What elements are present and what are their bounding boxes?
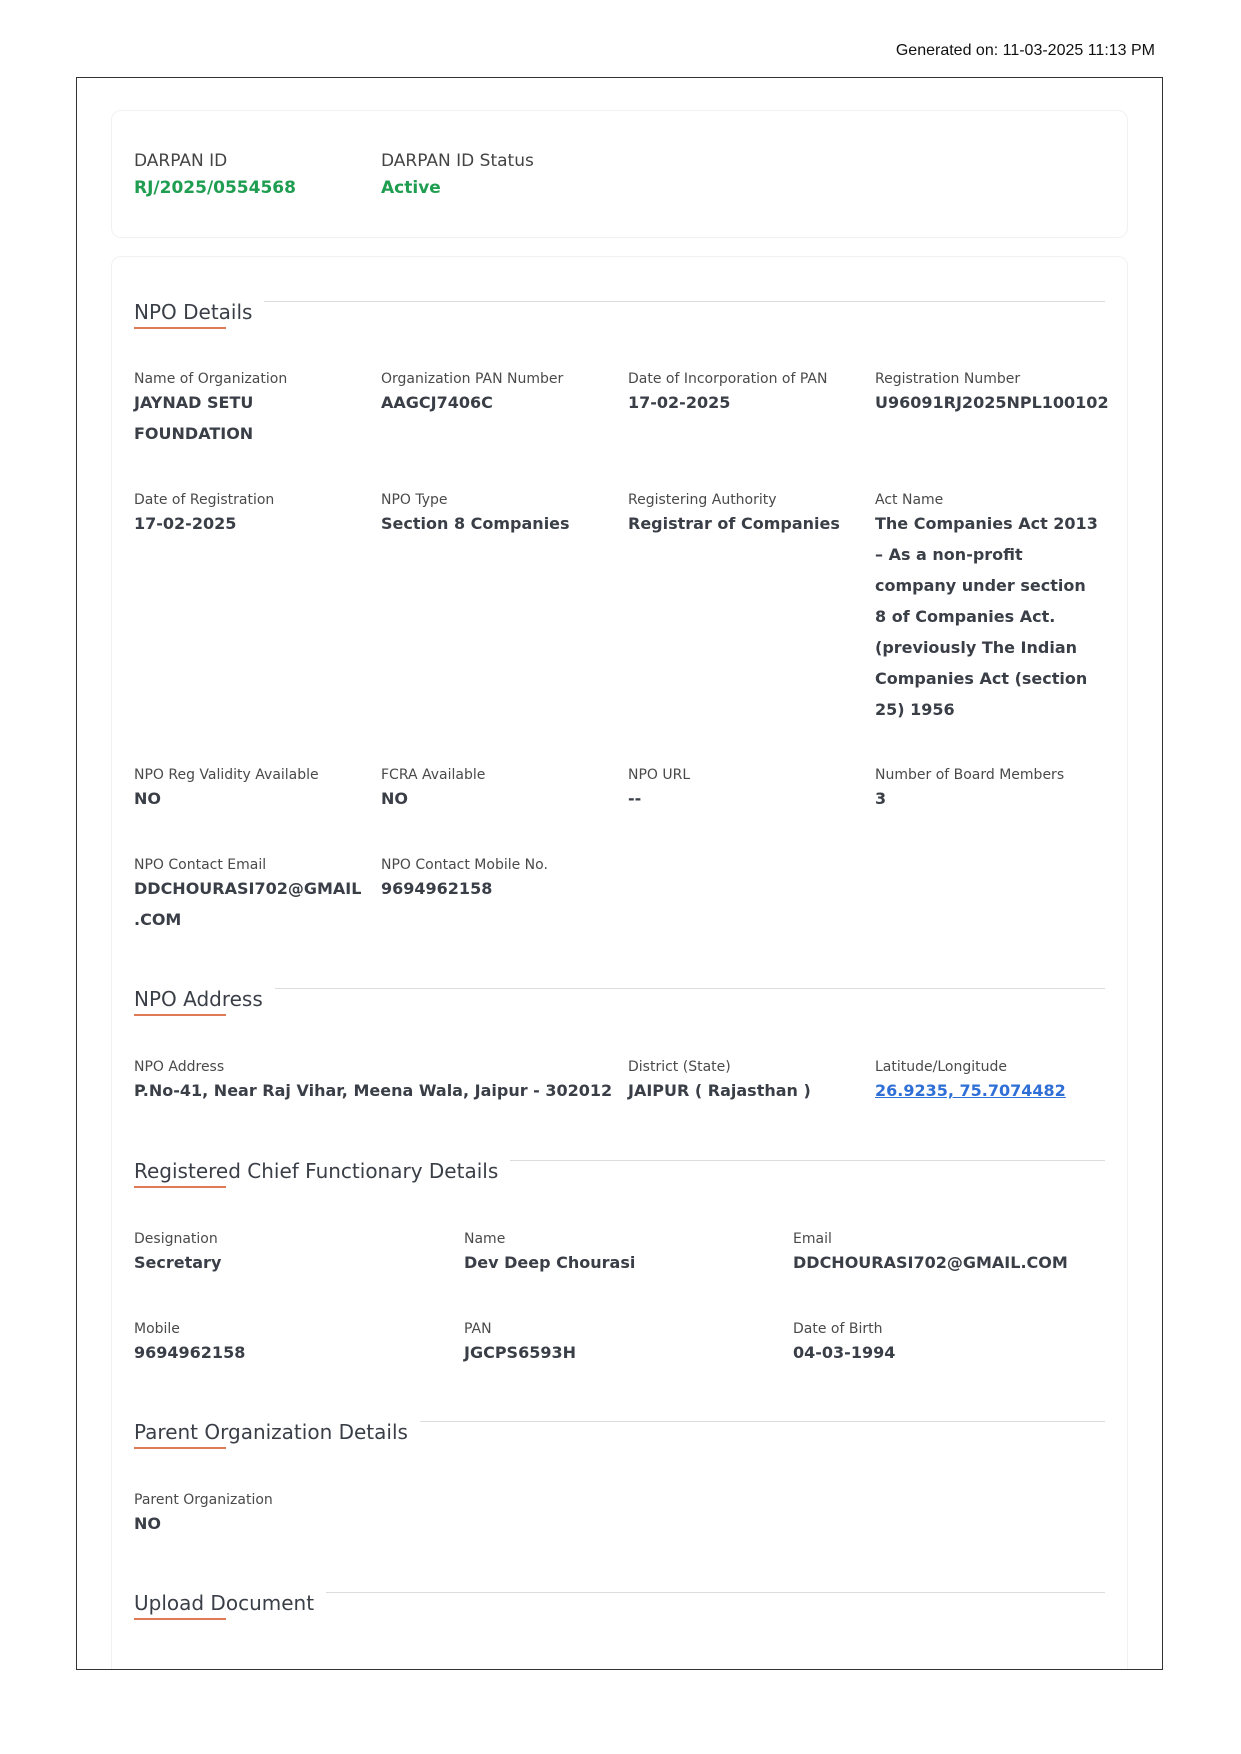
act-name-line: The Companies Act 2013 (875, 514, 1098, 533)
npo-url-value: -- (628, 789, 642, 808)
pan-date-value: 17-02-2025 (628, 393, 731, 412)
act-name-line: company under section (875, 576, 1086, 595)
cf-mobile-value: 9694962158 (134, 1343, 246, 1362)
reg-number-label: Registration Number (875, 371, 1021, 387)
district-label: District (State) (628, 1059, 731, 1075)
latlng-label: Latitude/Longitude (875, 1059, 1007, 1075)
contact-mobile-label: NPO Contact Mobile No. (381, 857, 548, 873)
cf-mobile-label: Mobile (134, 1321, 180, 1337)
section-title: NPO Details (134, 300, 264, 324)
npo-url-label: NPO URL (628, 767, 691, 783)
authority-value: Registrar of Companies (628, 514, 840, 533)
parent-org-section-header (134, 1420, 1105, 1450)
address-value: P.No-41, Near Raj Vihar, Meena Wala, Jaipur - 302012 (134, 1081, 613, 1100)
act-name-line: (previously The Indian (875, 638, 1078, 657)
latlng-link[interactable]: 26.9235, 75.7074482 (875, 1081, 1066, 1100)
org-pan-value: AAGCJ7406C (381, 393, 493, 412)
cf-pan-label: PAN (464, 1321, 492, 1337)
org-name-line1: JAYNAD SETU (134, 393, 254, 412)
npo-address-section-header (134, 987, 1105, 1017)
authority-label: Registering Authority (628, 492, 777, 508)
npo-type-label: NPO Type (381, 492, 448, 508)
contact-mobile-value: 9694962158 (381, 879, 493, 898)
district-value: JAIPUR ( Rajasthan ) (628, 1081, 811, 1100)
section-title: Upload Document (134, 1591, 326, 1615)
darpan-card (111, 110, 1128, 238)
reg-number-value: U96091RJ2025NPL100102 (875, 393, 1109, 412)
npo-type-value: Section 8 Companies (381, 514, 570, 533)
fcra-label: FCRA Available (381, 767, 486, 783)
cf-email-value: DDCHOURASI702@GMAIL.COM (793, 1253, 1068, 1272)
org-name-label: Name of Organization (134, 371, 288, 387)
org-pan-label: Organization PAN Number (381, 371, 564, 387)
designation-label: Designation (134, 1231, 218, 1247)
validity-value: NO (134, 789, 161, 808)
cf-name-label: Name (464, 1231, 506, 1247)
org-name-line2: FOUNDATION (134, 424, 254, 443)
darpan-id-value: RJ/2025/0554568 (134, 178, 296, 198)
cf-name-value: Dev Deep Chourasi (464, 1253, 636, 1272)
cf-pan-value: JGCPS6593H (464, 1343, 576, 1362)
act-name-line: 8 of Companies Act. (875, 607, 1056, 626)
cf-dob-label: Date of Birth (793, 1321, 883, 1337)
validity-label: NPO Reg Validity Available (134, 767, 319, 783)
board-members-value: 3 (875, 789, 887, 808)
contact-email-line1: DDCHOURASI702@GMAIL (134, 879, 362, 898)
generated-timestamp: Generated on: 11-03-2025 11:13 PM (895, 42, 1155, 59)
section-title: Parent Organization Details (134, 1420, 420, 1444)
contact-email-label: NPO Contact Email (134, 857, 267, 873)
cf-dob-value: 04-03-1994 (793, 1343, 896, 1362)
main-card (111, 256, 1128, 1670)
act-name-line: – As a non-profit (875, 545, 1023, 564)
reg-date-value: 17-02-2025 (134, 514, 237, 533)
fcra-value: NO (381, 789, 408, 808)
darpan-status-label: DARPAN ID Status (381, 151, 534, 171)
darpan-id-label: DARPAN ID (134, 151, 228, 171)
darpan-status-value: Active (381, 178, 441, 198)
address-label: NPO Address (134, 1059, 225, 1075)
npo-details-section-header (134, 300, 1105, 330)
parent-org-label: Parent Organization (134, 1492, 273, 1508)
pan-date-label: Date of Incorporation of PAN (628, 371, 828, 387)
reg-date-label: Date of Registration (134, 492, 275, 508)
cf-email-label: Email (793, 1231, 832, 1247)
chief-functionary-section-header (134, 1159, 1105, 1189)
act-name-label: Act Name (875, 492, 944, 508)
designation-value: Secretary (134, 1253, 222, 1272)
parent-org-value: NO (134, 1514, 161, 1533)
contact-email-line2: .COM (134, 910, 182, 929)
upload-document-section-header (134, 1591, 1105, 1621)
board-members-label: Number of Board Members (875, 767, 1065, 783)
section-title: Registered Chief Functionary Details (134, 1159, 510, 1183)
document-frame (76, 77, 1163, 1670)
act-name-line: 25) 1956 (875, 700, 955, 719)
act-name-line: Companies Act (section (875, 669, 1088, 688)
section-title: NPO Address (134, 987, 275, 1011)
